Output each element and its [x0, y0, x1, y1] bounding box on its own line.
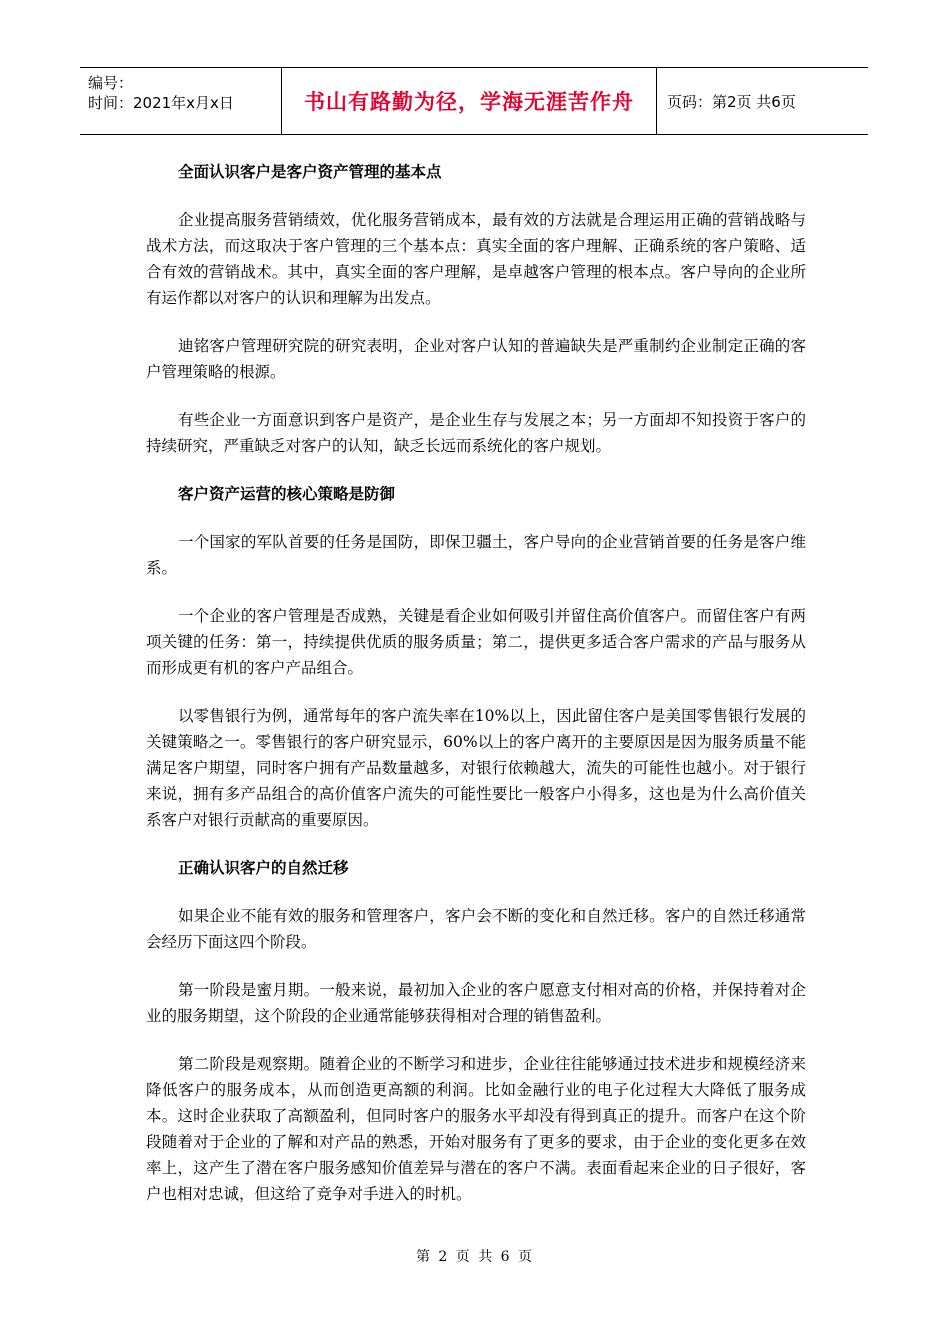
paragraph: 如果企业不能有效的服务和管理客户，客户会不断的变化和自然迁移。客户的自然迁移通常会经历下面这四个阶段。: [146, 907, 806, 951]
section-heading: 全面认识客户是客户资产管理的基本点: [178, 163, 442, 181]
document-number-label: 编号：: [88, 74, 134, 92]
paragraph: 一个国家的军队首要的任务是国防，即保卫疆土，客户导向的企业营销首要的任务是客户维系。: [146, 533, 806, 577]
paragraph: 迪铭客户管理研究院的研究表明，企业对客户认知的普遍缺失是严重制约企业制定正确的客户管理策略的根源。: [146, 337, 806, 381]
page-footer: 第 2 页 共 6 页: [415, 1249, 535, 1265]
document-body: [146, 159, 806, 1229]
paragraph: 第二阶段是观察期。随着企业的不断学习和进步，企业往往能够通过技术进步和规模经济来降低客户的服务成本，从而创造更高额的利润。比如金融行业的电子化过程大大降低了服务成本。这时企业获取了高额盈利，但同时客户的服务水平却没有得到真正的提升。而客户在这个阶段随着对于企业的了解和对产品的熟悉，开始对服务有了更多的要求，由于企业的变化更多在效率上，这产生了潜在客户服务感知价值差异与潜在的客户不满。表面看起来企业的日子很好，客户也相对忠诚，但这给了竞争对手进入的时机。: [146, 1055, 806, 1203]
section-heading: 正确认识客户的自然迁移: [178, 859, 349, 877]
paragraph: 第一阶段是蜜月期。一般来说，最初加入企业的客户愿意支付相对高的价格，并保持着对企业的服务期望，这个阶段的企业通常能够获得相对合理的销售盈利。: [146, 981, 806, 1025]
paragraph: 以零售银行为例，通常每年的客户流失率在10%以上，因此留住客户是美国零售银行发展的关键策略之一。零售银行的客户研究显示，60%以上的客户离开的主要原因是因为服务质量不能满足客户期望，同时客户拥有产品数量越多，对银行依赖越大，流失的可能性也越小。对于银行来说，拥有多产品组合的高价值客户流失的可能性要比一般客户小得多，这也是为什么高价值关系客户对银行贡献高的重要原因。: [146, 707, 806, 829]
paragraph: 企业提高服务营销绩效，优化服务营销成本，最有效的方法就是合理运用正确的营销战略与战术方法，而这取决于客户管理的三个基本点：真实全面的客户理解、正确系统的客户策略、适合有效的营销战术。其中，真实全面的客户理解，是卓越客户管理的根本点。客户导向的企业所有运作都以对客户的认识和理解为出发点。: [146, 211, 806, 307]
paragraph: 有些企业一方面意识到客户是资产，是企业生存与发展之本；另一方面却不知投资于客户的持续研究，严重缺乏对客户的认知，缺乏长远而系统化的客户规划。: [146, 411, 806, 455]
header-page-info: 页码：第2页 共6页: [667, 92, 796, 111]
section-heading: 客户资产运营的核心策略是防御: [178, 485, 396, 503]
paragraph: 一个企业的客户管理是否成熟，关键是看企业如何吸引并留住高价值客户。而留住客户有两项关键的任务：第一，持续提供优质的服务质量；第二，提供更多适合客户需求的产品与服务从而形成更有机的客户产品组合。: [146, 607, 806, 677]
header-motto: 书山有路勤为径，学海无涯苦作舟: [282, 68, 657, 134]
header-meta: [80, 68, 282, 134]
page-header: [80, 67, 868, 135]
document-date: 时间：2021年x月x日: [88, 94, 234, 112]
